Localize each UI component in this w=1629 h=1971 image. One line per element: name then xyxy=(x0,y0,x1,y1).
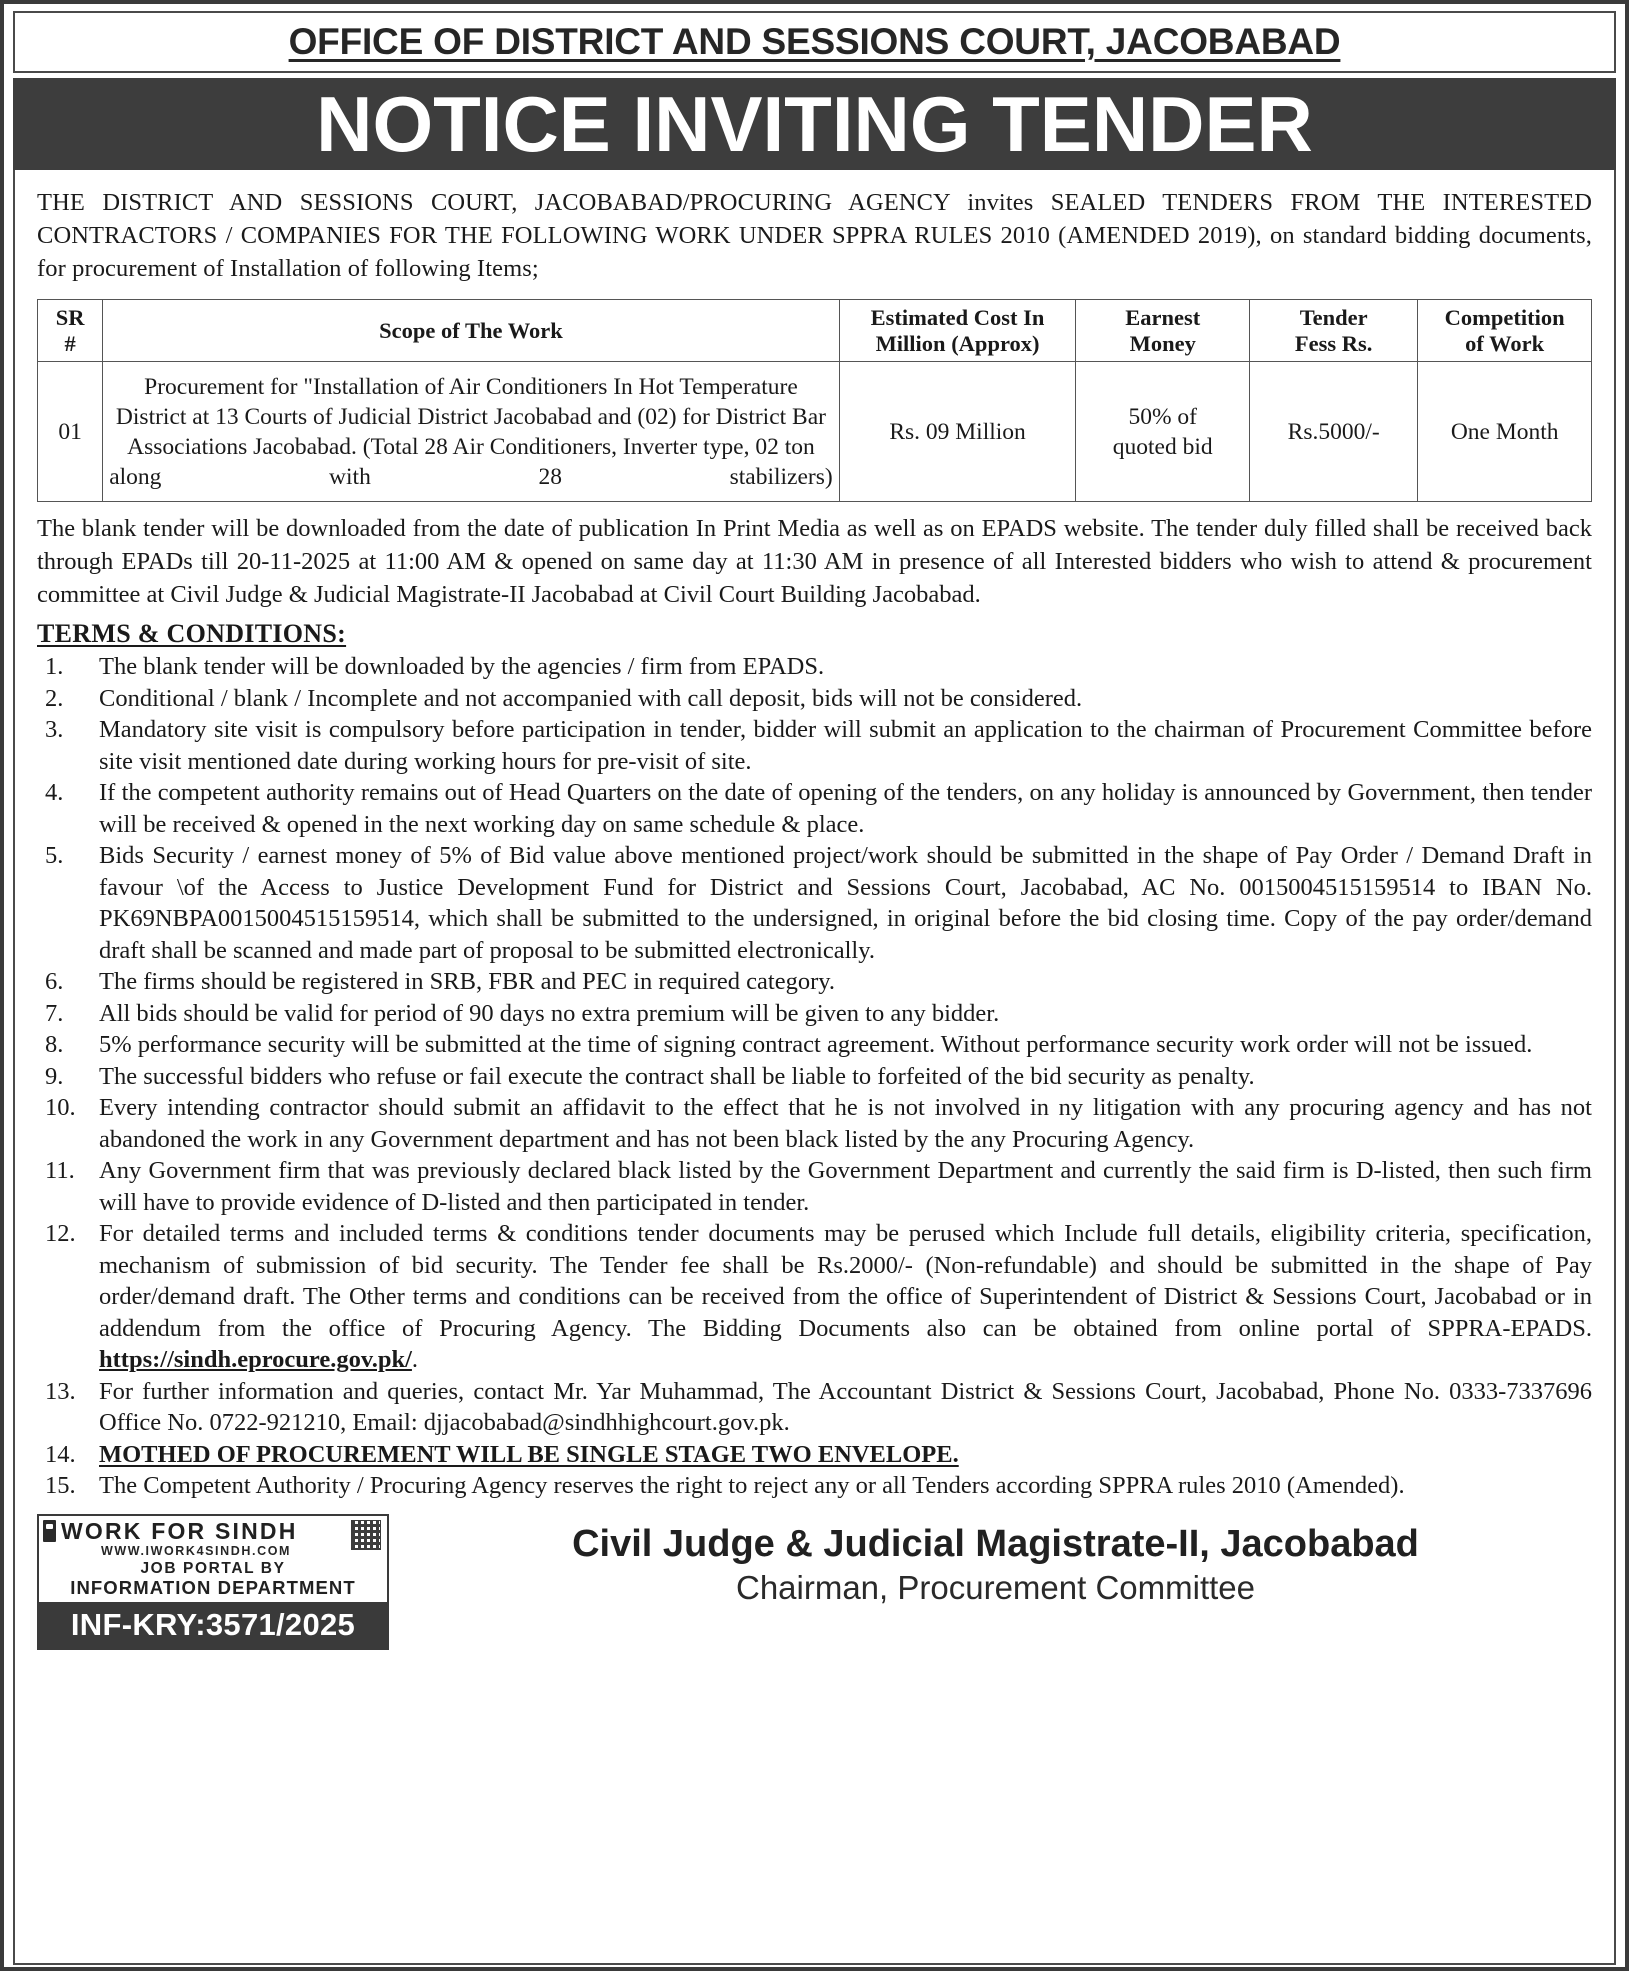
badge-title-row xyxy=(43,1519,383,1543)
term-item-5 xyxy=(37,840,1592,966)
notice-title-band xyxy=(13,78,1616,170)
term-text: The firms should be registered in SRB, FBR and PEC in required category. xyxy=(99,968,836,995)
comp-header-line2: of Work xyxy=(1465,330,1545,356)
term-item-11 xyxy=(37,1155,1592,1218)
term-text: MOTHED OF PROCUREMENT WILL BE SINGLE STAGE TWO ENVELOPE. xyxy=(99,1440,959,1468)
term-text: Conditional / blank / Incomplete and not accompanied with call deposit, bids will not be considered. xyxy=(99,684,1083,712)
badge-job-portal-text: JOB PORTAL BY xyxy=(140,1559,286,1577)
signatory-name: Civil Judge & Judicial Magistrate-II, Jacobabad xyxy=(572,1522,1419,1565)
work-for-sindh-badge xyxy=(37,1514,389,1650)
notice-inviting-tender-title: NOTICE INVITING TENDER xyxy=(316,80,1313,168)
term-item-12 xyxy=(37,1218,1592,1376)
term-text: The blank tender will be downloaded by the agencies / firm from EPADS. xyxy=(99,653,825,680)
badge-upper xyxy=(39,1516,387,1604)
notice-body xyxy=(13,170,1616,1965)
term-item-14 xyxy=(37,1439,1592,1471)
footer xyxy=(37,1514,1592,1650)
term-text: For further information and queries, contact Mr. Yar Muhammad, The Accountant District & Sessions Court, Jacobabad, Phone No. 0333-7337696 Office No. 0722-921210, Email: djjacobabad@sindhhighcourt.gov.pk. xyxy=(99,1377,1592,1436)
term-item-2 xyxy=(37,683,1592,715)
column-header-earnest-money xyxy=(1076,300,1250,362)
qr-code-icon xyxy=(351,1520,381,1550)
intro-paragraph: THE DISTRICT AND SESSIONS COURT, JACOBABAD/PROCURING AGENCY invites SEALED TENDERS FROM THE INTERESTED CONTRACTORS / COMPANIES FOR THE FOLLOWING WORK UNDER SPPRA RULES 2010 (AMENDED 2019), on standard bidding documents, for procurement of Installation of following Items; xyxy=(37,189,1592,282)
term-item-15 xyxy=(37,1470,1592,1502)
term-12-body: For detailed terms and included terms & conditions tender documents may be perused which Include full details, eligibility criteria, specification, mechanism of submission of bid security. The Tender fee shall be Rs.2000/- (Non-refundable) and should be submitted in the shape of Pay order/demand draft. The Other terms and conditions can be received from the office of Superintendent of District & Sessions Court, Jacobabad or in addendum from the office of Procuring Agency. The Bidding Documents also can be obtained from online portal of SPPRA-EPADS. xyxy=(99,1220,1592,1342)
term-item-10 xyxy=(37,1092,1592,1155)
earnest-header-line2: Money xyxy=(1129,330,1196,356)
term-item-1 xyxy=(37,651,1592,683)
sr-header-line1: SR xyxy=(55,304,85,330)
earnest-header-line1: Earnest xyxy=(1125,304,1201,330)
term-item-3 xyxy=(37,714,1592,777)
terms-and-conditions-heading: TERMS & CONDITIONS: xyxy=(37,619,347,648)
term-text: Bids Security / earnest money of 5% of Bid value above mentioned project/work should be submitted in the shape of Pay Order / Demand Draft in favour \of the Access to Justice Development Fund for District and Sessions Court, Jacobabad, AC No. 0015004515159514 to IBAN No. PK69NBPA0015004515159514, which shall be submitted to the undersigned, in original before the bid closing time. Copy of the pay order/demand draft shall be scanned and made part of proposal to be submitted electronically. xyxy=(99,842,1592,964)
badge-department-text: INFORMATION DEPARTMENT xyxy=(70,1576,356,1598)
fee-header-line1: Tender xyxy=(1299,304,1368,330)
term-text: 5% performance security will be submitted at the time of signing contract agreement. Without performance security work order will not be issued. xyxy=(99,1031,1533,1058)
sindh-logo-icon xyxy=(43,1520,56,1542)
cell-estimated-cost: Rs. 09 Million xyxy=(839,362,1076,502)
term-text: The Competent Authority / Procuring Agency reserves the right to reject any or all Tenders according SPPRA rules 2010 (Amended). xyxy=(99,1472,1405,1499)
signature-block xyxy=(389,1514,1592,1608)
cell-scope: Procurement for "Installation of Air Conditioners In Hot Temperature District at 13 Courts of Judicial District Jacobabad and (02) for District Bar Associations Jacobabad. (Total 28 Air Conditioners, Inverter type, 02 ton along with 28 stabilizers) xyxy=(103,362,839,502)
term-item-13 xyxy=(37,1376,1592,1439)
cell-tender-fee: Rs.5000/- xyxy=(1250,362,1418,502)
cost-header-line2: Million (Approx) xyxy=(875,330,1040,356)
term-12-tail: . xyxy=(411,1346,419,1373)
badge-work-for-sindh-text: WORK FOR SINDH xyxy=(61,1517,298,1544)
term-text: All bids should be valid for period of 90 days no extra premium will be given to any bidder. xyxy=(99,999,1000,1027)
term-item-8 xyxy=(37,1029,1592,1061)
terms-list xyxy=(37,651,1592,1502)
fee-header-line2: Fess Rs. xyxy=(1294,330,1373,356)
tender-items-table xyxy=(37,299,1592,502)
column-header-tender-fee xyxy=(1250,300,1418,362)
earnest-line2: quoted bid xyxy=(1112,433,1213,460)
cell-sr: 01 xyxy=(38,362,103,502)
term-item-9 xyxy=(37,1061,1592,1093)
submission-paragraph: The blank tender will be downloaded from the date of publication In Print Media as well as on EPADS website. The tender duly filled shall be received back through EPADs till 20-11-2025 at 11:00 AM & opened on same day at 11:30 AM in presence of all Interested bidders who wish to attend & procurement committee at Civil Judge & Judicial Magistrate-II Jacobabad at Civil Court Building Jacobabad. xyxy=(37,515,1592,608)
term-text: If the competent authority remains out of Head Quarters on the date of opening of the tenders, on any holiday is announced by Government, then tender will be received & opened in the next working day on same schedule & place. xyxy=(99,779,1592,838)
column-header-estimated-cost xyxy=(839,300,1076,362)
earnest-line1: 50% of xyxy=(1128,403,1197,430)
column-header-scope: Scope of The Work xyxy=(103,300,839,362)
table-row xyxy=(38,362,1592,502)
inf-number: INF-KRY:3571/2025 xyxy=(39,1604,387,1648)
term-text xyxy=(99,1218,1592,1376)
column-header-sr xyxy=(38,300,103,362)
term-text: Every intending contractor should submit an affidavit to the effect that he is not involved in ny litigation with any procuring agency and has not abandoned the work in any Government department and has not been black listed by the any Procuring Agency. xyxy=(99,1094,1592,1153)
cost-header-line1: Estimated Cost In xyxy=(870,304,1045,330)
badge-website-text: WWW.IWORK4SINDH.COM xyxy=(100,1543,292,1558)
office-title: OFFICE OF DISTRICT AND SESSIONS COURT, JACOBABAD xyxy=(288,21,1341,62)
comp-header-line1: Competition xyxy=(1444,304,1565,330)
table-header-row xyxy=(38,300,1592,362)
cell-completion: One Month xyxy=(1418,362,1592,502)
term-text: Mandatory site visit is compulsory before participation in tender, bidder will submit an application to the chairman of Procurement Committee before site visit mentioned date during working hours for pre-visit of site. xyxy=(99,716,1592,775)
cell-earnest-money xyxy=(1076,362,1250,502)
office-title-bar xyxy=(13,11,1616,73)
term-item-4 xyxy=(37,777,1592,840)
term-text: Any Government firm that was previously declared black listed by the Government Department and currently the said firm is D-listed, then such firm will have to provide evidence of D-listed and then participated in tender. xyxy=(99,1157,1592,1216)
term-text: The successful bidders who refuse or fail execute the contract shall be liable to forfeited of the bid security as penalty. xyxy=(99,1062,1255,1090)
term-item-7 xyxy=(37,998,1592,1030)
term-item-6 xyxy=(37,966,1592,998)
column-header-completion xyxy=(1418,300,1592,362)
sr-header-line2: # xyxy=(64,330,76,356)
signatory-role: Chairman, Procurement Committee xyxy=(735,1568,1255,1606)
sppra-eprocure-link[interactable]: https://sindh.eprocure.gov.pk/ xyxy=(99,1346,412,1373)
